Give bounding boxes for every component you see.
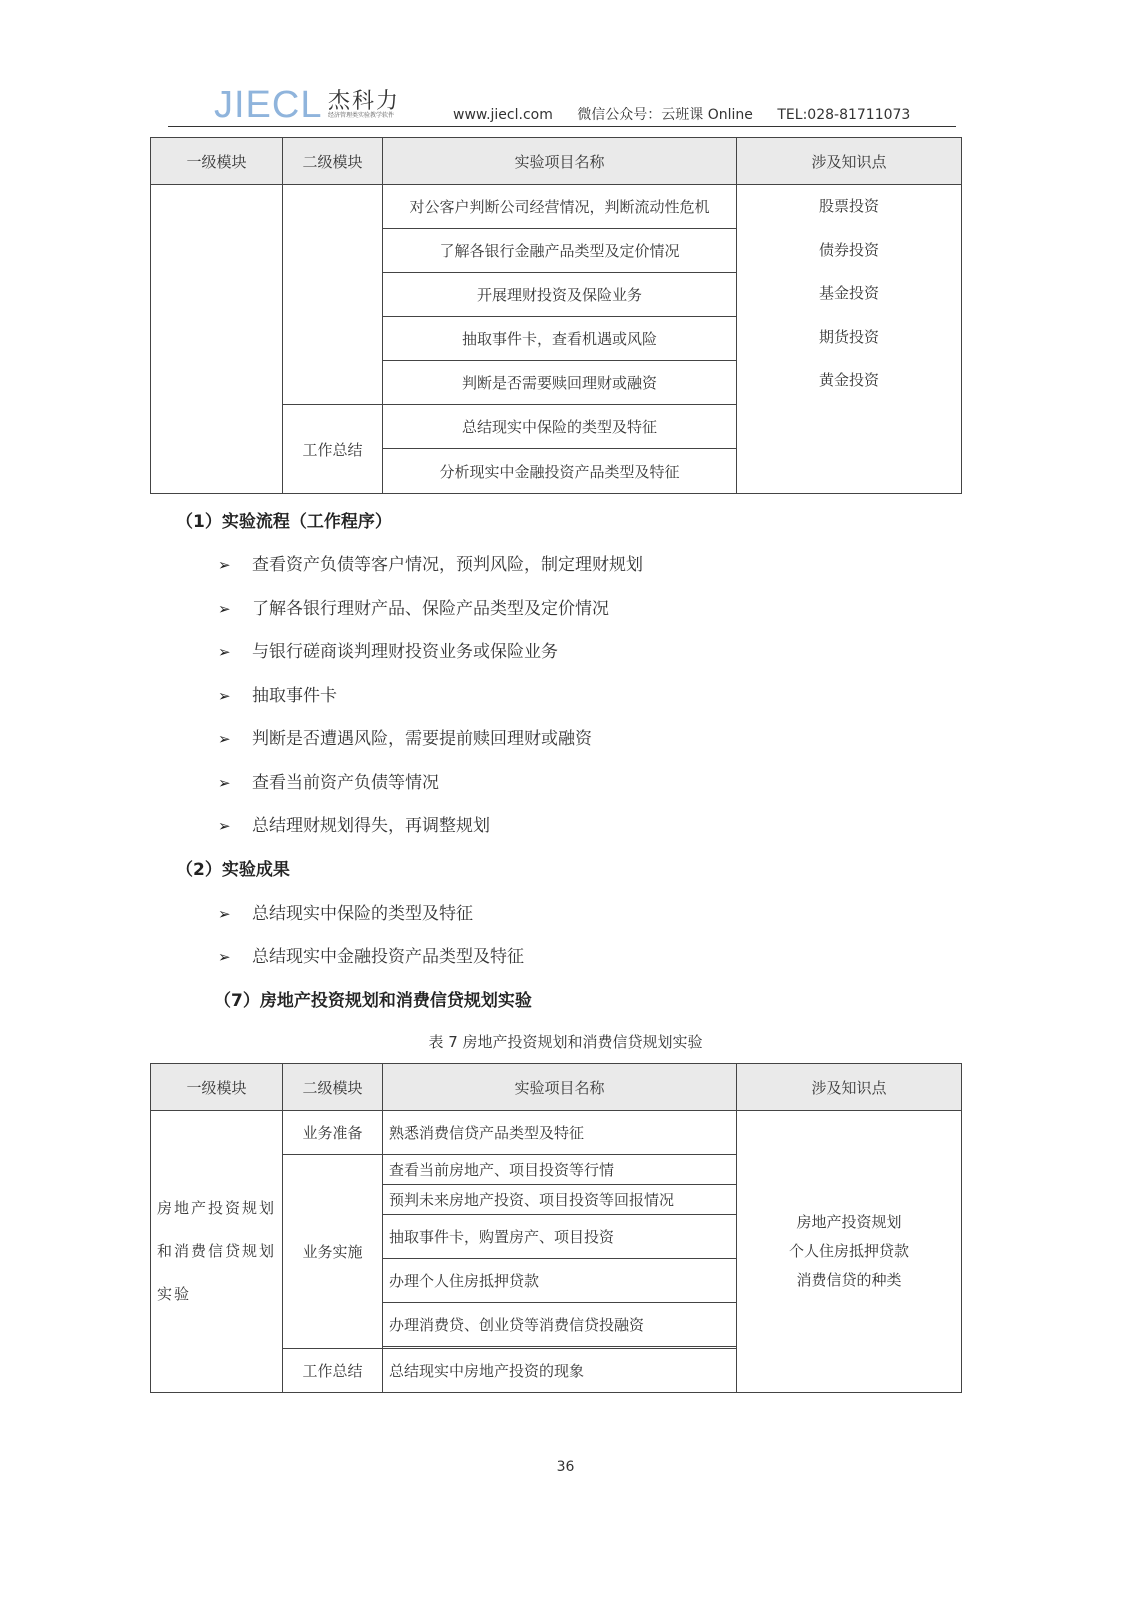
level2-cell-empty <box>283 185 383 405</box>
project-cell: 查看当前房地产、项目投资等行情 <box>383 1155 737 1185</box>
level2-cell-prep: 业务准备 <box>283 1111 383 1155</box>
knowledge-points-cell <box>737 1111 962 1393</box>
project-cell: 对公客户判断公司经营情况，判断流动性危机 <box>383 185 737 229</box>
project-cell: 办理个人住房抵押贷款 <box>383 1259 737 1303</box>
page-number: 36 <box>556 1459 575 1475</box>
list-item: ➢ 与银行磋商谈判理财投资业务或保险业务 <box>218 642 558 662</box>
company-tagline: 经济管理类实验教学软件 <box>328 112 395 119</box>
knowledge-point: 消费信贷的种类 <box>796 1271 902 1289</box>
table-header-row <box>151 138 962 185</box>
list-item: ➢ 了解各银行理财产品、保险产品类型及定价情况 <box>218 599 609 619</box>
list-item: ➢ 总结理财规划得失，再调整规划 <box>218 816 490 836</box>
project-cell: 抽取事件卡，查看机遇或风险 <box>383 317 737 361</box>
knowledge-point: 债券投资 <box>818 240 879 259</box>
real-estate-experiment-table <box>150 1063 962 1393</box>
table-row <box>151 1111 962 1155</box>
arrow-bullet-icon: ➢ <box>218 817 231 835</box>
knowledge-point: 黄金投资 <box>818 371 879 389</box>
project-cell: 预判未来房地产投资、项目投资等回报情况 <box>383 1185 737 1215</box>
project-cell: 总结现实中房地产投资的现象 <box>383 1349 737 1393</box>
website-link[interactable]: www.jiecl.com <box>453 107 553 123</box>
project-cell: 分析现实中金融投资产品类型及特征 <box>383 449 737 494</box>
col-header-level2: 二级模块 <box>283 1064 383 1111</box>
level2-cell-summary: 工作总结 <box>283 405 383 494</box>
project-cell: 办理消费贷、创业贷等消费信贷投融资 <box>383 1303 737 1347</box>
arrow-bullet-icon: ➢ <box>218 643 231 661</box>
section-heading-results: （2）实验成果 <box>176 860 290 880</box>
section-heading-real-estate: （7）房地产投资规划和消费信贷规划实验 <box>214 991 532 1011</box>
list-item: ➢ 判断是否遭遇风险，需要提前赎回理财或融资 <box>218 729 592 749</box>
col-header-project: 实验项目名称 <box>383 1064 737 1111</box>
list-item: ➢ 查看当前资产负债等情况 <box>218 773 439 793</box>
table-caption: 表 7 房地产投资规划和消费信贷规划实验 <box>428 1033 703 1051</box>
col-header-level1: 一级模块 <box>151 1064 283 1111</box>
knowledge-point: 期货投资 <box>818 327 879 346</box>
experiment-table-continued <box>150 137 962 494</box>
list-item: ➢ 抽取事件卡 <box>218 686 337 706</box>
level2-cell-summary: 工作总结 <box>283 1349 383 1393</box>
company-logo-cn: 杰科力 <box>328 89 401 114</box>
knowledge-point: 房地产投资规划 <box>796 1213 902 1231</box>
arrow-bullet-icon: ➢ <box>218 556 231 574</box>
wechat-text: 微信公众号：云班课 Online <box>577 107 753 123</box>
project-cell: 抽取事件卡，购置房产、项目投资 <box>383 1215 737 1259</box>
header-contact <box>453 104 930 124</box>
project-cell: 判断是否需要赎回理财或融资 <box>383 361 737 405</box>
section-heading-process: （1）实验流程（工作程序） <box>176 512 392 532</box>
col-header-knowledge: 涉及知识点 <box>737 138 962 185</box>
col-header-level1: 一级模块 <box>151 138 283 185</box>
knowledge-point: 个人住房抵押贷款 <box>788 1242 909 1260</box>
list-item: ➢ 查看资产负债等客户情况，预判风险，制定理财规划 <box>218 555 643 575</box>
arrow-bullet-icon: ➢ <box>218 948 231 966</box>
knowledge-point: 基金投资 <box>818 284 879 302</box>
arrow-bullet-icon: ➢ <box>218 600 231 618</box>
header-divider <box>168 126 956 127</box>
level1-cell: 房地产投资规划和消费信贷规划实验 <box>151 1111 283 1393</box>
project-cell: 熟悉消费信贷产品类型及特征 <box>383 1111 737 1155</box>
telephone-text: TEL:028-81711073 <box>777 107 911 123</box>
level2-cell-impl: 业务实施 <box>283 1155 383 1349</box>
list-item: ➢ 总结现实中金融投资产品类型及特征 <box>218 947 524 967</box>
table-header-row <box>151 1064 962 1111</box>
knowledge-point: 股票投资 <box>818 197 879 215</box>
col-header-level2: 二级模块 <box>283 138 383 185</box>
arrow-bullet-icon: ➢ <box>218 774 231 792</box>
arrow-bullet-icon: ➢ <box>218 905 231 923</box>
project-cell: 开展理财投资及保险业务 <box>383 273 737 317</box>
list-item: ➢ 总结现实中保险的类型及特征 <box>218 904 473 924</box>
project-cell: 了解各银行金融产品类型及定价情况 <box>383 229 737 273</box>
arrow-bullet-icon: ➢ <box>218 730 231 748</box>
project-cell: 总结现实中保险的类型及特征 <box>383 405 737 449</box>
arrow-bullet-icon: ➢ <box>218 687 231 705</box>
level1-cell-empty <box>151 185 283 494</box>
company-logo-latin: JIECL <box>214 84 323 126</box>
page-header <box>168 70 956 126</box>
col-header-knowledge: 涉及知识点 <box>737 1064 962 1111</box>
col-header-project: 实验项目名称 <box>383 138 737 185</box>
table-row <box>151 185 962 229</box>
knowledge-points-cell <box>737 185 962 494</box>
